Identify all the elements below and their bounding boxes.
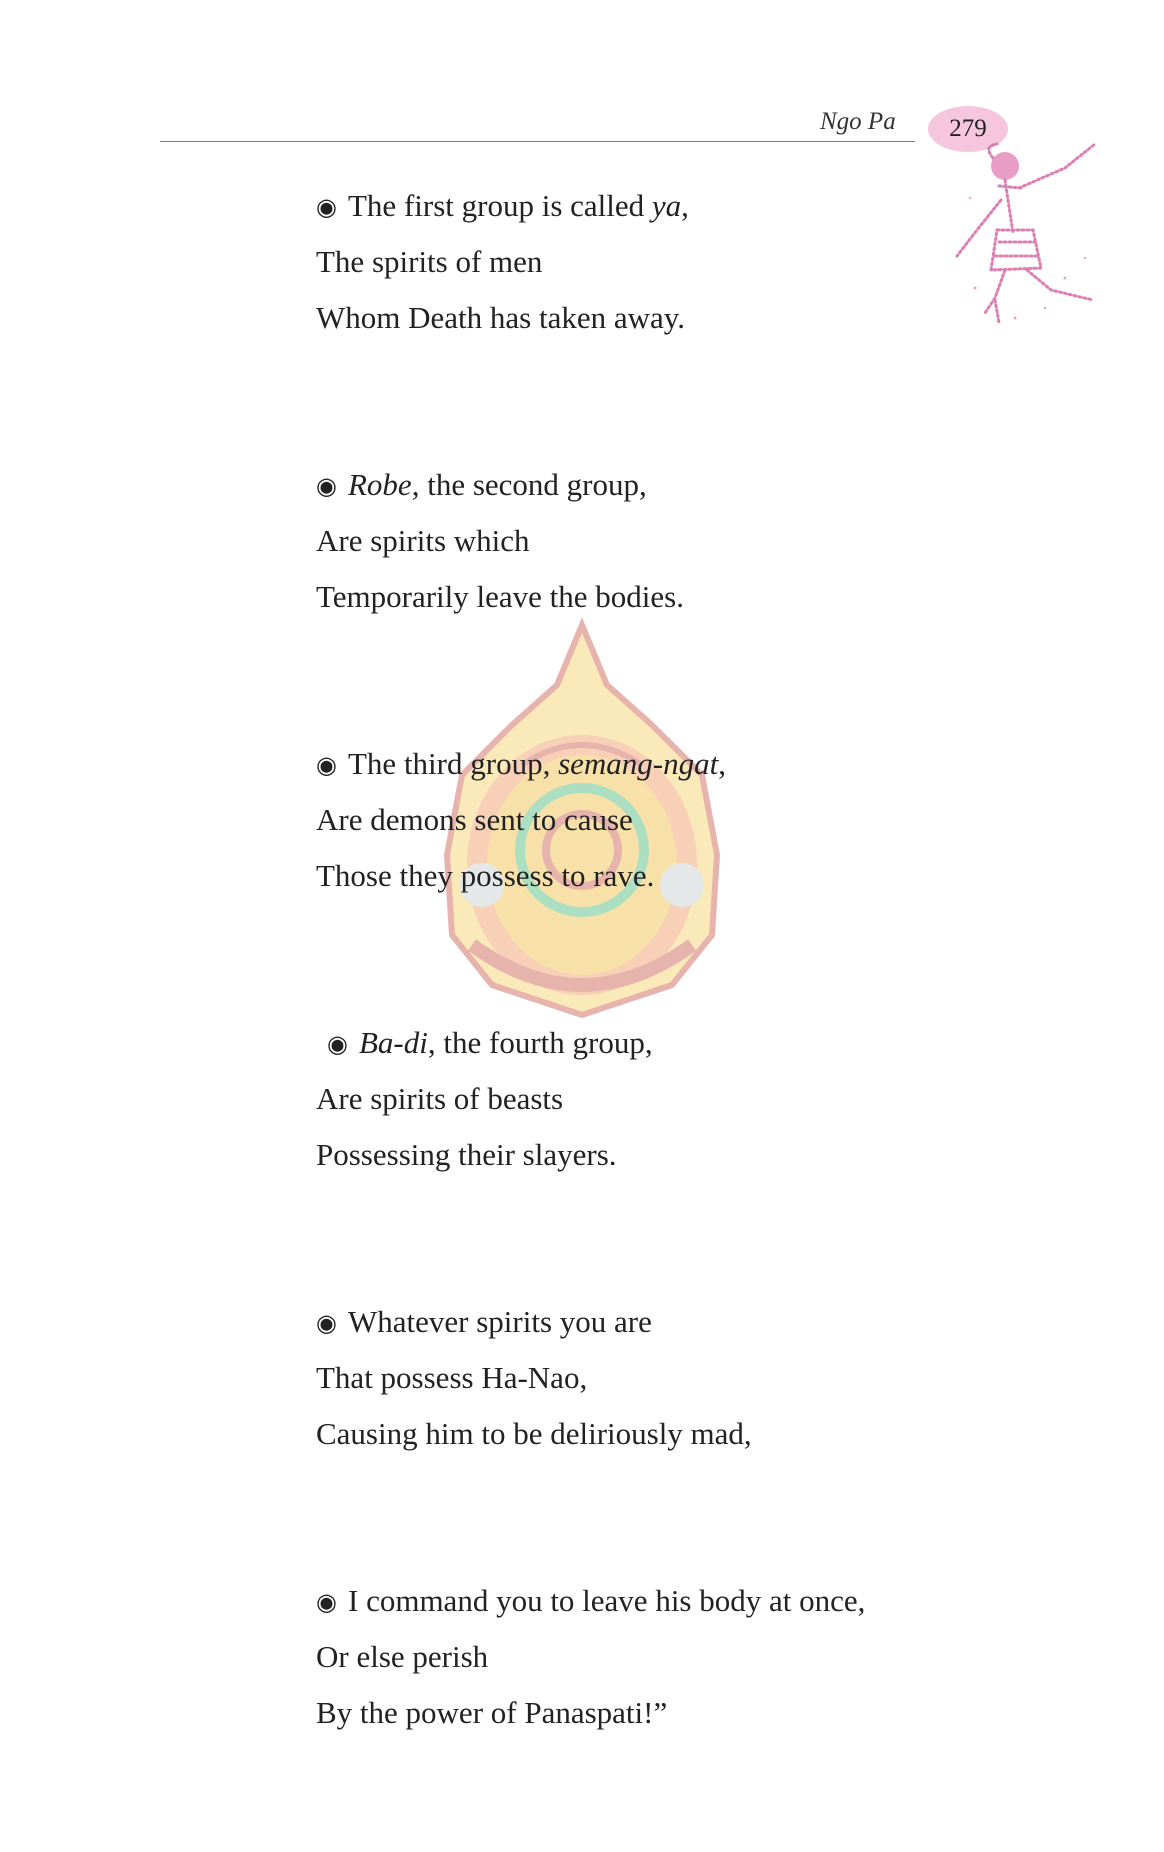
stanza xyxy=(316,736,1016,904)
poem xyxy=(316,178,1016,1852)
poem-line: Causing him to be deliriously mad, xyxy=(316,1416,752,1451)
poem-line: Temporarily leave the bodies. xyxy=(316,579,684,614)
bullet-icon: ◉ xyxy=(327,1032,348,1058)
poem-line: Are spirits which xyxy=(316,523,530,558)
poem-line: ◉ Robe, the second group, xyxy=(316,457,1016,513)
poem-line: Possessing their slayers. xyxy=(316,1137,617,1172)
poem-line: ◉ I command you to leave his body at once, xyxy=(316,1573,1016,1629)
poem-line: That possess Ha-Nao, xyxy=(316,1360,588,1395)
stanza xyxy=(316,1015,1016,1183)
running-header-title: Ngo Pa xyxy=(820,108,896,135)
bullet-icon: ◉ xyxy=(316,1311,337,1337)
bullet-icon: ◉ xyxy=(316,1590,337,1616)
stanza xyxy=(316,1573,1016,1741)
bullet-icon: ◉ xyxy=(316,195,337,221)
poem-line: Are demons sent to cause xyxy=(316,802,633,837)
poem-line: ◉ Ba-di, the fourth group, xyxy=(316,1015,1016,1071)
stanza xyxy=(316,1294,1016,1462)
poem-line: Those they possess to rave. xyxy=(316,858,655,893)
poem-line: Or else perish xyxy=(316,1639,489,1674)
poem-line: ◉ The third group, semang-ngat, xyxy=(316,736,1016,792)
page-number: 279 xyxy=(949,115,987,142)
poem-line: Whom Death has taken away. xyxy=(316,300,685,335)
poem-line: The spirits of men xyxy=(316,244,543,279)
poem-line: Are spirits of beasts xyxy=(316,1081,564,1116)
poem-line: ◉ The first group is called ya, xyxy=(316,178,1016,234)
header-rule xyxy=(160,141,915,142)
bullet-icon: ◉ xyxy=(316,753,337,779)
poem-line: By the power of Panaspati!” xyxy=(316,1695,668,1730)
poem-line: ◉ Whatever spirits you are xyxy=(316,1294,1016,1350)
bullet-icon: ◉ xyxy=(316,474,337,500)
stanza xyxy=(316,457,1016,625)
stanza xyxy=(316,178,1016,346)
